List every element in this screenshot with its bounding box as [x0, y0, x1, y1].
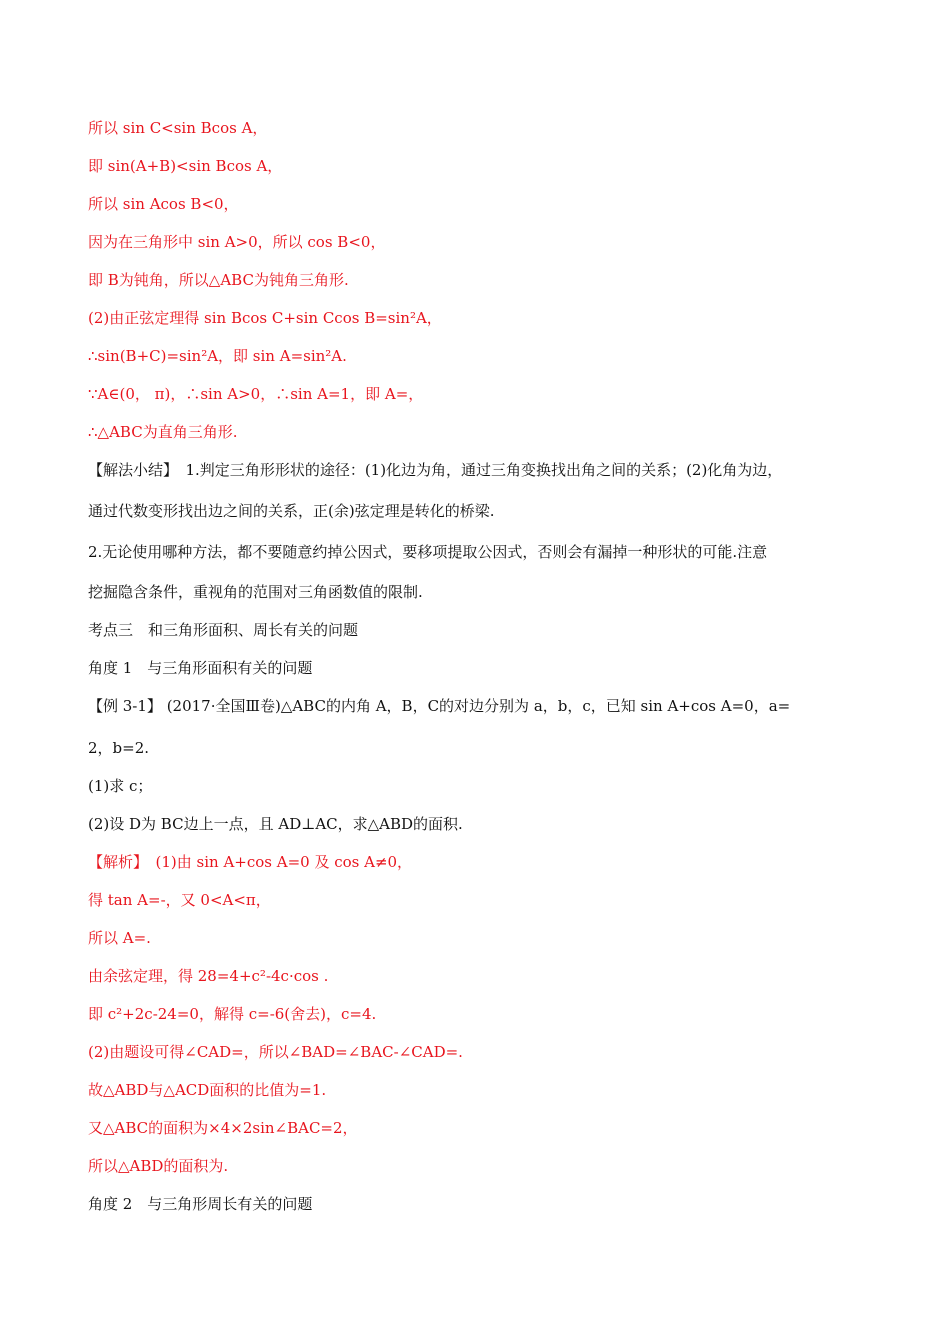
subsection-heading-2: 角度 2 与三角形周长有关的问题: [88, 1195, 313, 1213]
subsection-heading-1: 角度 1 与三角形面积有关的问题: [88, 659, 313, 677]
analysis-line-4: 由余弦定理，得 28=4+c²-4c·cos .: [88, 967, 329, 985]
solution-line-9: ∴△ABC为直角三角形.: [88, 423, 238, 441]
solution-line-5: 即 B为钝角，所以△ABC为钝角三角形.: [88, 271, 349, 289]
solution-line-3: 所以 sin Acos B<0，: [88, 195, 239, 213]
solution-line-6: (2)由正弦定理得 sin Bcos C+sin Ccos B=sin²A，: [88, 309, 442, 327]
analysis-line-1: 【解析】 (1)由 sin A+cos A=0 及 cos A≠0，: [88, 853, 413, 871]
summary-line-2: 通过代数变形找出边之间的关系，正(余)弦定理是转化的桥梁.: [88, 502, 495, 520]
solution-line-2: 即 sin(A+B)<sin Bcos A，: [88, 157, 283, 175]
solution-line-4: 因为在三角形中 sin A>0，所以 cos B<0，: [88, 233, 386, 251]
example-line-2: 2，b=2.: [88, 739, 150, 757]
question-2: (2)设 D为 BC边上一点，且 AD⊥AC，求△ABD的面积.: [88, 815, 463, 833]
summary-line-4: 挖掘隐含条件，重视角的范围对三角函数值的限制.: [88, 583, 423, 601]
solution-line-1: 所以 sin C<sin Bcos A，: [88, 119, 268, 137]
solution-line-8: ∵A∈(0， π)，∴sin A>0，∴sin A=1，即 A=，: [88, 385, 424, 403]
summary-heading-line: 【解法小结】 1.判定三角形形状的途径：(1)化边为角，通过三角变换找出角之间的关系；(2)化角为边，: [88, 461, 783, 479]
analysis-line-5: 即 c²+2c-24=0，解得 c=-6(舍去)，c=4.: [88, 1005, 377, 1023]
solution-line-7: ∴sin(B+C)=sin²A，即 sin A=sin²A.: [88, 347, 347, 365]
summary-line-3: 2.无论使用哪种方法，都不要随意约掉公因式，要移项提取公因式，否则会有漏掉一种形状的可能.注意: [88, 543, 768, 561]
example-line-1: 【例 3-1】 (2017·全国Ⅲ卷)△ABC的内角 A，B，C的对边分别为 a，b，c，已知 sin A+cos A=0，a=: [88, 697, 791, 715]
analysis-line-3: 所以 A=.: [88, 929, 151, 947]
section-heading: 考点三 和三角形面积、周长有关的问题: [88, 621, 359, 639]
question-1: (1)求 c；: [88, 777, 153, 795]
analysis-line-6: (2)由题设可得∠CAD=，所以∠BAD=∠BAC-∠CAD=.: [88, 1043, 463, 1061]
analysis-line-8: 又△ABC的面积为×4×2sin∠BAC=2，: [88, 1119, 358, 1137]
analysis-line-2: 得 tan A=-，又 0<A<π，: [88, 891, 271, 909]
analysis-line-9: 所以△ABD的面积为.: [88, 1157, 229, 1175]
analysis-line-7: 故△ABD与△ACD面积的比值为=1.: [88, 1081, 327, 1099]
